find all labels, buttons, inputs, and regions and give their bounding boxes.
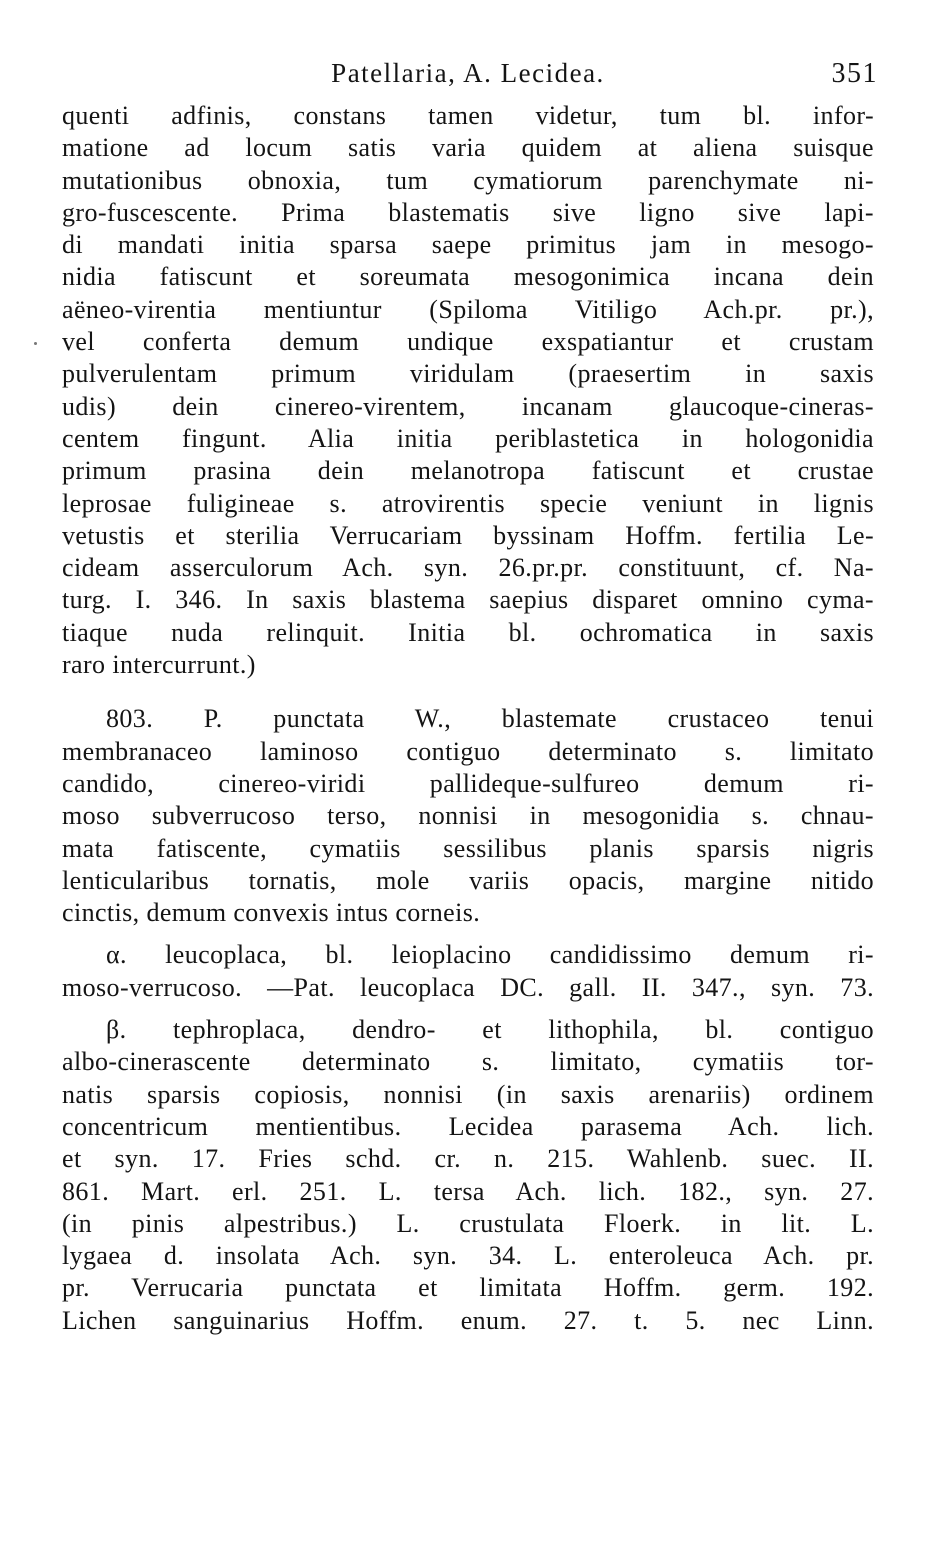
variety-beta [62,1014,874,1337]
text-line: turg. I. 346. In saxis blastema saepius disparet omnino cyma- [62,585,874,615]
text-line: udis) dein cinereo-virentem, incanam glaucoque-cineras- [62,391,874,421]
book-page [62,58,878,1337]
text-line: lenticularibus tornatis, mole variis opacis, margine nitido [62,865,874,895]
text-line: moso subverrucoso terso, nonnisi in mesogonidia s. chnau- [62,801,874,831]
text-line: aëneo-virentia mentiuntur (Spiloma Vitiligo Ach.pr. pr.), [62,294,874,324]
text-line: albo-cinerascente determinato s. limitato, cymatiis tor- [62,1047,874,1077]
text-line: nidia fatiscunt et soreumata mesogonimica incana dein [62,262,874,292]
text-line: raro intercurrunt.) [62,650,256,680]
text-line: mutationibus obnoxia, tum cymatiorum parenchymate ni- [62,165,874,195]
text-line: centem fingunt. Alia initia periblastetica in hologonidia [62,423,874,453]
text-line: di mandati initia sparsa saepe primitus jam in mesogo- [62,230,874,260]
text-line: vel conferta demum undique exspatiantur et crustam [62,327,874,357]
text-line: concentricum mentientibus. Lecidea parasema Ach. lich. [62,1111,874,1141]
text-line: primum prasina dein melanotropa fatiscunt et crustae [62,456,874,486]
species-entry-803 [62,703,874,929]
text-line: Lichen sanguinarius Hoffm. enum. 27. t. 5. nec Linn. [62,1305,874,1335]
paragraph-continuation [62,100,874,681]
text-line: tiaque nuda relinquit. Initia bl. ochromatica in saxis [62,617,874,647]
text-line: cideam asserculorum Ach. syn. 26.pr.pr. constituunt, cf. Na- [62,553,874,583]
text-line: mata fatiscente, cymatiis sessilibus planis sparsis nigris [62,833,874,863]
text-line: 861. Mart. erl. 251. L. tersa Ach. lich. 182., syn. 27. [62,1176,874,1206]
text-line: matione ad locum satis varia quidem at aliena suisque [62,133,874,163]
text-line: membranaceo laminoso contiguo determinato s. limitato [62,736,874,766]
text-line: natis sparsis copiosis, nonnisi (in saxis arenariis) ordinem [62,1079,874,1109]
text-line: α. leucoplaca, bl. leioplacino candidissimo demum ri- [106,940,874,970]
text-line: vetustis et sterilia Verrucariam byssinam Hoffm. fertilia Le- [62,520,874,550]
text-line: et syn. 17. Fries schd. cr. n. 215. Wahlenb. suec. II. [62,1144,874,1174]
text-line: pr. Verrucaria punctata et limitata Hoffm. germ. 192. [62,1273,874,1303]
text-line: leprosae fuligineae s. atrovirentis specie veniunt in lignis [62,488,874,518]
text-line: gro-fuscescente. Prima blastematis sive ligno sive lapi- [62,197,874,227]
text-line: 803. P. punctata W., blastemate crustaceo tenui [106,704,874,734]
text-line: moso-verrucoso. —Pat. leucoplaca DC. gall. II. 347., syn. 73. [62,972,874,1002]
variety-alpha [62,939,874,1004]
text-line: lygaea d. insolata Ach. syn. 34. L. enteroleuca Ach. pr. [62,1241,874,1271]
text-line: quenti adfinis, constans tamen videtur, tum bl. infor- [62,101,874,130]
text-line: β. tephroplaca, dendro- et lithophila, bl. contiguo [106,1015,874,1045]
text-line: cinctis, demum convexis intus corneis. [62,898,481,928]
text-line: pulverulentam primum viridulam (praesertim in saxis [62,359,874,389]
running-header [62,58,878,98]
text-line: candido, cinereo-viridi pallideque-sulfureo demum ri- [62,768,874,798]
page-number: 351 [831,58,878,89]
running-title: Patellaria, A. Lecidea. [331,58,605,88]
margin-speck [34,342,37,345]
text-line: (in pinis alpestribus.) L. crustulata Floerk. in lit. L. [62,1208,874,1238]
